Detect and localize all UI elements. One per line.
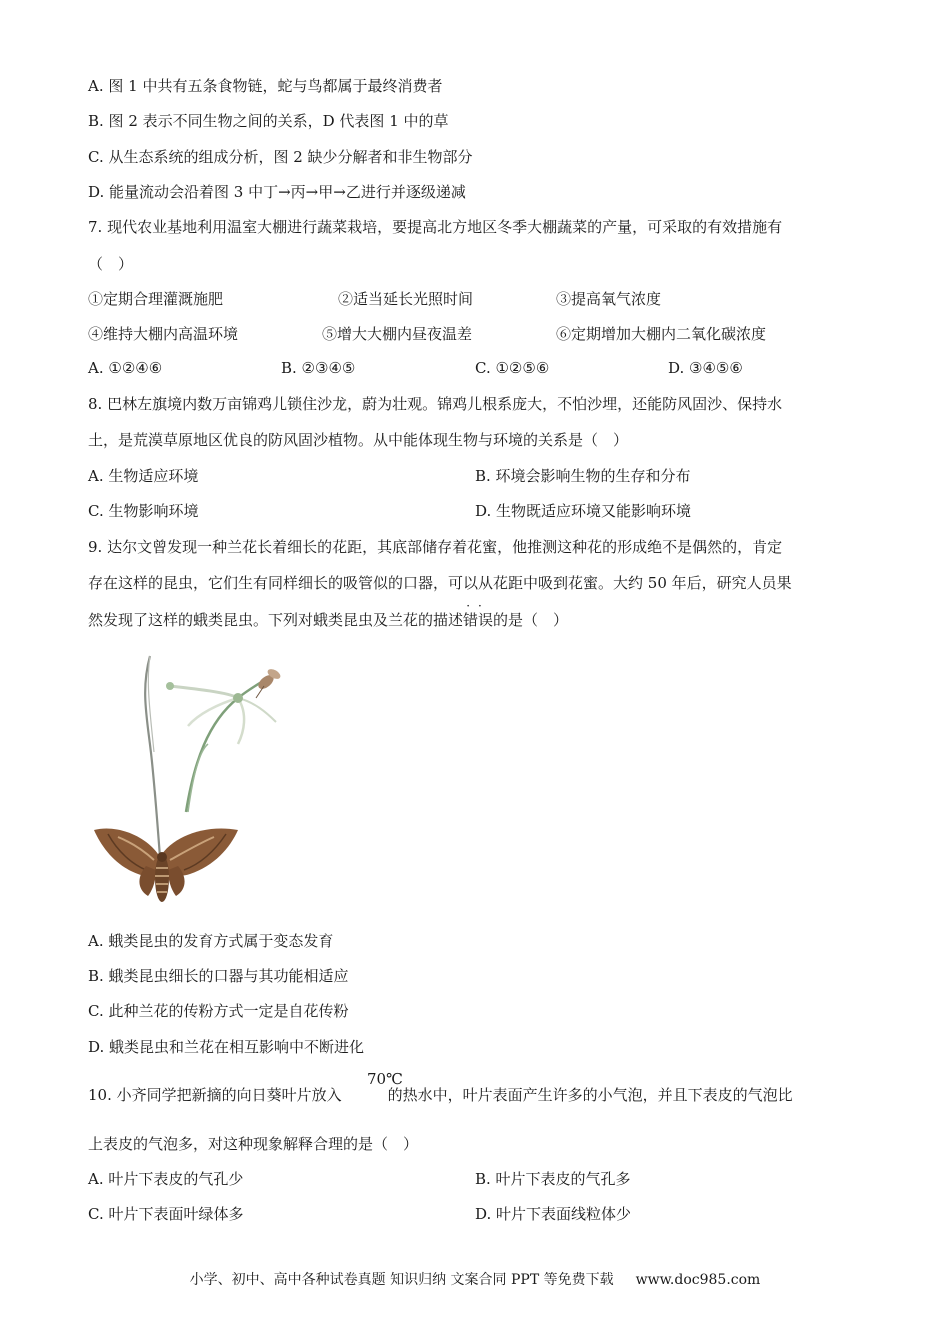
- q6-option-b: B. 图 2 表示不同生物之间的关系，D 代表图 1 中的草: [88, 112, 449, 130]
- q9-emphasis-word: ·· 错误: [463, 599, 494, 629]
- q7-stem-bracket: （ ）: [88, 255, 134, 273]
- q6-option-a: A. 图 1 中共有五条食物链，蛇与鸟都属于最终消费者: [88, 77, 443, 95]
- q7-choice-a: A. ①②④⑥: [88, 359, 163, 377]
- orchid-spur: [145, 656, 160, 857]
- q7-stem: 7. 现代农业基地利用温室大棚进行蔬菜栽培，要提高北方地区冬季大棚蔬菜的产量，可采取的有效措施有: [88, 218, 783, 236]
- q8-stem-line2: 土，是荒漠草原地区优良的防风固沙植物。从中能体现生物与环境的关系是（ ）: [88, 431, 629, 449]
- q10-choice-c: C. 叶片下表面叶绿体多: [88, 1205, 244, 1223]
- q9-choice-a: A. 蛾类昆虫的发育方式属于变态发育: [88, 932, 334, 950]
- q9-choice-c: C. 此种兰花的传粉方式一定是自花传粉: [88, 1002, 349, 1020]
- q7-measure-6: ⑥定期增加大棚内二氧化碳浓度: [556, 325, 767, 343]
- footer-text: 小学、初中、高中各种试卷真题 知识归纳 文案合同 PPT 等免费下载: [189, 1272, 614, 1288]
- q7-choice-b: B. ②③④⑤: [281, 359, 356, 377]
- q7-measure-2: ②适当延长光照时间: [338, 290, 474, 308]
- q10-stem: [88, 1085, 793, 1105]
- q6-option-c: C. 从生态系统的组成分析，图 2 缺少分解者和非生物部分: [88, 148, 473, 166]
- q9-choice-d: D. 蛾类昆虫和兰花在相互影响中不断进化: [88, 1038, 365, 1056]
- q9-choice-b: B. 蛾类昆虫细长的口器与其功能相适应: [88, 967, 349, 985]
- q8-choice-b: B. 环境会影响生物的生存和分布: [475, 467, 691, 485]
- footer-site-link[interactable]: www.doc985.com: [635, 1272, 761, 1288]
- small-moth-icon: [256, 667, 282, 698]
- q7-choice-d: D. ③④⑤⑥: [668, 359, 743, 377]
- q8-choice-d: D. 生物既适应环境又能影响环境: [475, 502, 692, 520]
- q8-choice-a: A. 生物适应环境: [88, 467, 199, 485]
- q7-measure-3: ③提高氧气浓度: [556, 290, 662, 308]
- q10-choice-a: A. 叶片下表皮的气孔少: [88, 1170, 244, 1188]
- q7-measure-1: ①定期合理灌溉施肥: [88, 290, 224, 308]
- q9-stem-line3: [88, 599, 569, 630]
- q10-choice-d: D. 叶片下表面线粒体少: [475, 1205, 632, 1223]
- q7-choice-c: C. ①②⑤⑥: [475, 359, 550, 377]
- q7-measure-4: ④维持大棚内高温环境: [88, 325, 239, 343]
- q6-option-d: D. 能量流动会沿着图 3 中丁→丙→甲→乙进行并逐级递减: [88, 183, 466, 201]
- q9-stem-after: 的是（ ）: [493, 611, 569, 629]
- hawk-moth-icon: [94, 829, 238, 902]
- q9-stem: 9. 达尔文曾发现一种兰花长着细长的花距，其底部储存着花蜜，他推测这种花的形成绝不是偶然的，肯定: [88, 538, 783, 556]
- orchid-petal: [170, 686, 238, 698]
- q10-stem-before: 10. 小齐同学把新摘的向日葵叶片放入: [88, 1086, 342, 1104]
- q7-measure-5: ⑤增大大棚内昼夜温差: [322, 325, 473, 343]
- q8-stem: 8. 巴林左旗境内数万亩锦鸡儿锁住沙龙，蔚为壮观。锦鸡儿根系庞大，不怕沙埋，还能防风固沙、保持水: [88, 395, 783, 413]
- q10-temperature: 70℃: [367, 1070, 403, 1088]
- q10-stem-after: 的热水中，叶片表面产生许多的小气泡，并且下表皮的气泡比: [387, 1086, 793, 1104]
- q10-choice-b: B. 叶片下表皮的气孔多: [475, 1170, 631, 1188]
- q8-choice-c: C. 生物影响环境: [88, 502, 199, 520]
- q10-stem-line2: 上表皮的气泡多，对这种现象解释合理的是（ ）: [88, 1135, 419, 1153]
- q9-stem-line2: 存在这样的昆虫，它们生有同样细长的吸管似的口器，可以从花距中吸到花蜜。大约 50 年后，研究人员果: [88, 574, 792, 592]
- q9-stem-before: 然发现了这样的蛾类昆虫。下列对蛾类昆虫及兰花的描述: [88, 611, 464, 629]
- orchid-moth-illustration: [88, 652, 288, 912]
- page-footer: [0, 1270, 950, 1290]
